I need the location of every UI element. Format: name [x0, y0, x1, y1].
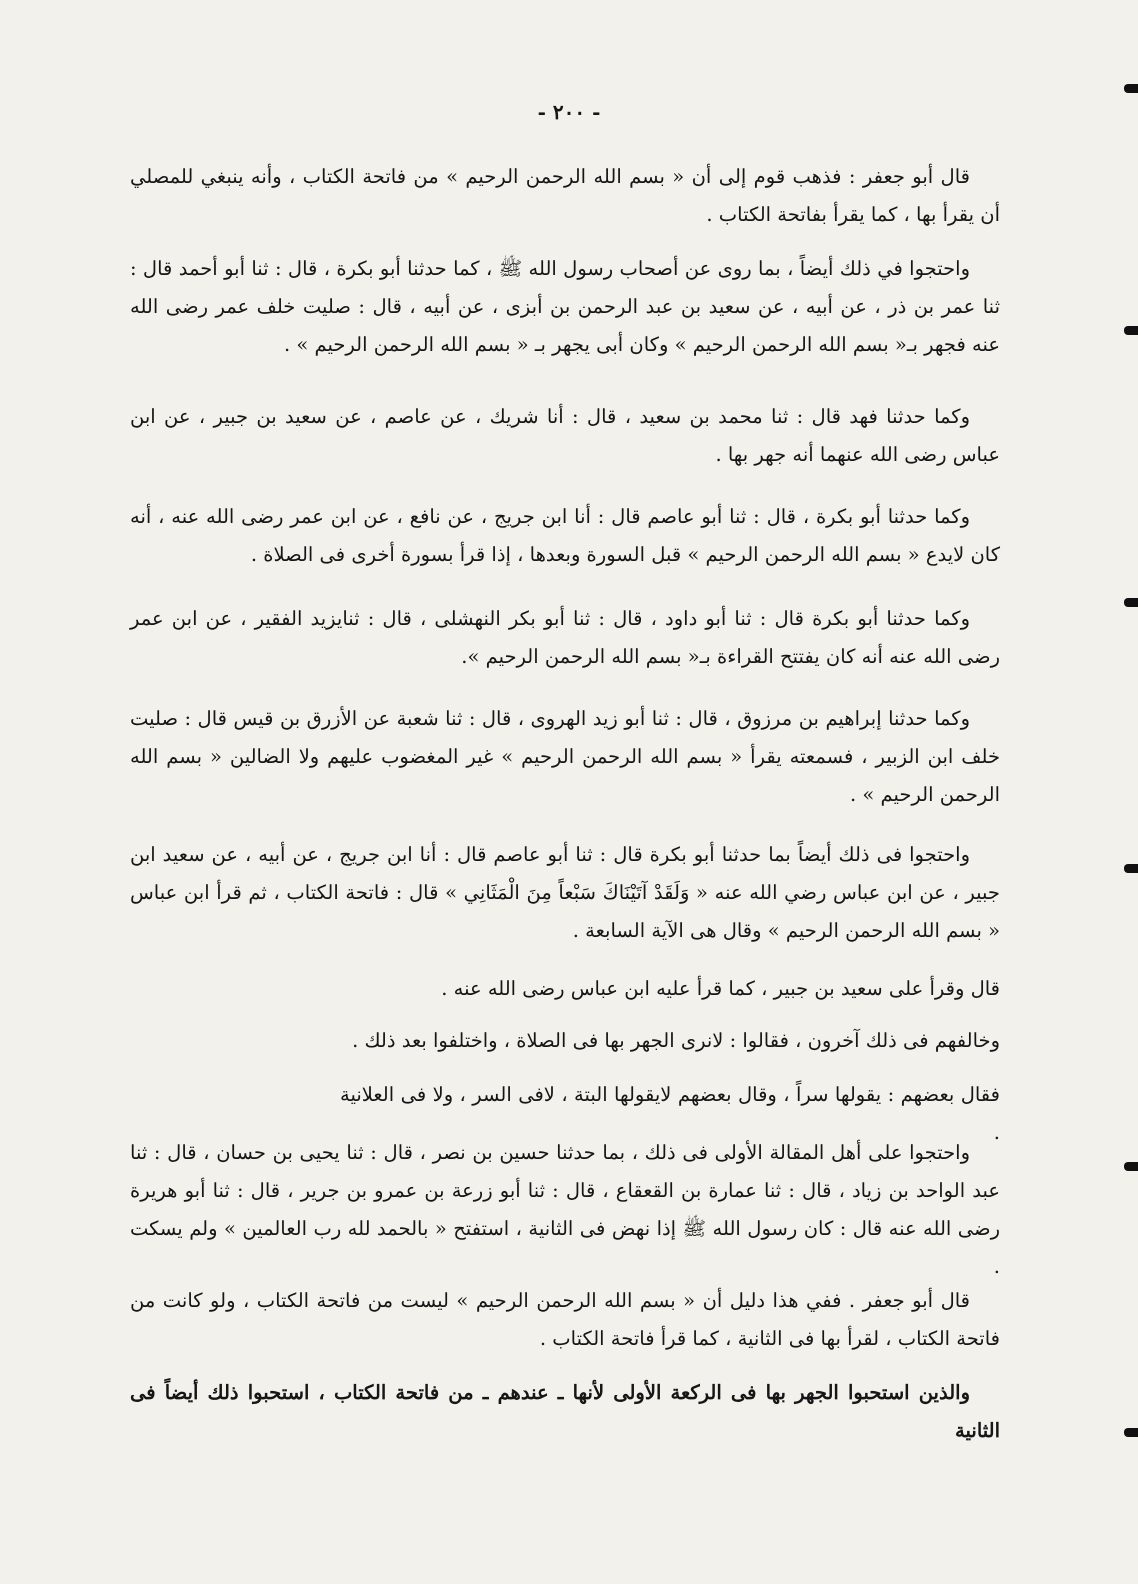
paragraph-12: قال أبو جعفر . ففي هذا دليل أن « بسم الله الرحمن الرحيم » ليست من فاتحة الكتاب ، ولو كانت من فاتحة الكتاب ، لقرأ بها فى الثانية ، كما قرأ فاتحة الكتاب .: [130, 1289, 1000, 1350]
paragraph-5: وكما حدثنا أبو بكرة قال : ثنا أبو داود ، قال : ثنا أبو بكر النهشلى ، قال : ثنايزيد الفقير ، عن ابن عمر رضى الله عنه أنه كان يفتتح القراءة بـ« بسم الله الرحمن الرحيم ».: [130, 607, 1000, 668]
paragraph-3: وكما حدثنا فهد قال : ثنا محمد بن سعيد ، قال : أنا شريك ، عن عاصم ، عن سعيد بن جبير ، عن ابن عباس رضى الله عنهما أنه جهر بها .: [130, 405, 1000, 466]
page-number: - ٢٠٠ -: [537, 100, 601, 124]
paragraph-1: قال أبو جعفر : فذهب قوم إلى أن « بسم الله الرحمن الرحيم » من فاتحة الكتاب ، وأنه ينبغي للمصلي أن يقرأ بها ، كما يقرأ بفاتحة الكتاب .: [130, 165, 1000, 226]
binding-mark: [1124, 326, 1138, 335]
binding-mark: [1124, 1428, 1138, 1437]
binding-mark: [1124, 864, 1138, 873]
binding-mark: [1124, 84, 1138, 93]
paragraph-8: قال وقرأ على سعيد بن جبير ، كما قرأ عليه ابن عباس رضى الله عنه .: [441, 977, 1000, 1000]
paragraph-7: واحتجوا فى ذلك أيضاً بما حدثنا أبو بكرة قال : ثنا أبو عاصم قال : أنا ابن جريج ، عن أبيه ، عن سعيد ابن جبير ، عن ابن عباس رضي الله عنه « وَلَقَدْ آتَيْنَاكَ سَبْعاً مِنَ الْمَثَانِي » قال : فاتحة الكتاب ، ثم قرأ ابن عباس « بسم الله الرحمن الرحيم » وقال هى الآية السابعة .: [130, 843, 1000, 942]
paragraph-11: واحتجوا على أهل المقالة الأولى فى ذلك ، بما حدثنا حسين بن نصر ، قال : ثنا يحيى بن حسان ، قال : ثنا عبد الواحد بن زياد ، قال : ثنا عمارة بن القعقاع ، قال : ثنا أبو زرعة بن عمرو بن جرير ، قال : ثنا أبو هريرة رضى الله عنه قال : كان رسول الله ﷺ إذا نهض فى الثانية ، استفتح « بالحمد لله رب العالمين » ولم يسكت .: [130, 1141, 1000, 1278]
binding-mark: [1124, 1162, 1138, 1171]
paragraph-9: وخالفهم فى ذلك آخرون ، فقالوا : لانرى الجهر بها فى الصلاة ، واختلفوا بعد ذلك .: [352, 1029, 1000, 1052]
paragraph-2: واحتجوا في ذلك أيضاً ، بما روى عن أصحاب رسول الله ﷺ ، كما حدثنا أبو بكرة ، قال : ثنا أبو أحمد قال : ثنا عمر بن ذر ، عن أبيه ، عن سعيد بن عبد الرحمن بن أبزى ، عن أبيه ، قال : صليت خلف عمر رضى الله عنه فجهر بـ« بسم الله الرحمن الرحيم » وكان أبى يجهر بـ « بسم الله الرحمن الرحيم » .: [130, 257, 1000, 356]
binding-mark: [1124, 598, 1138, 607]
paragraph-10: فقال بعضهم : يقولها سراً ، وقال بعضهم لايقولها البتة ، لافى السر ، ولا فى العلانية .: [340, 1083, 1000, 1144]
paragraph-13: والذين استحبوا الجهر بها فى الركعة الأولى لأنها ـ عندهم ـ من فاتحة الكتاب ، استحبوا ذلك أيضاً فى الثانية: [130, 1381, 1000, 1442]
paragraph-6: وكما حدثنا إبراهيم بن مرزوق ، قال : ثنا أبو زيد الهروى ، قال : ثنا شعبة عن الأزرق بن قيس قال : صليت خلف ابن الزبير ، فسمعته يقرأ « بسم الله الرحمن الرحيم » غير المغضوب عليهم ولا الضالين « بسم الله الرحمن الرحيم » .: [130, 707, 1000, 806]
paragraph-4: وكما حدثنا أبو بكرة ، قال : ثنا أبو عاصم قال : أنا ابن جريج ، عن نافع ، عن ابن عمر رضى الله عنه ، أنه كان لايدع « بسم الله الرحمن الرحيم » قبل السورة وبعدها ، إذا قرأ بسورة أخرى فى الصلاة .: [130, 505, 1000, 566]
